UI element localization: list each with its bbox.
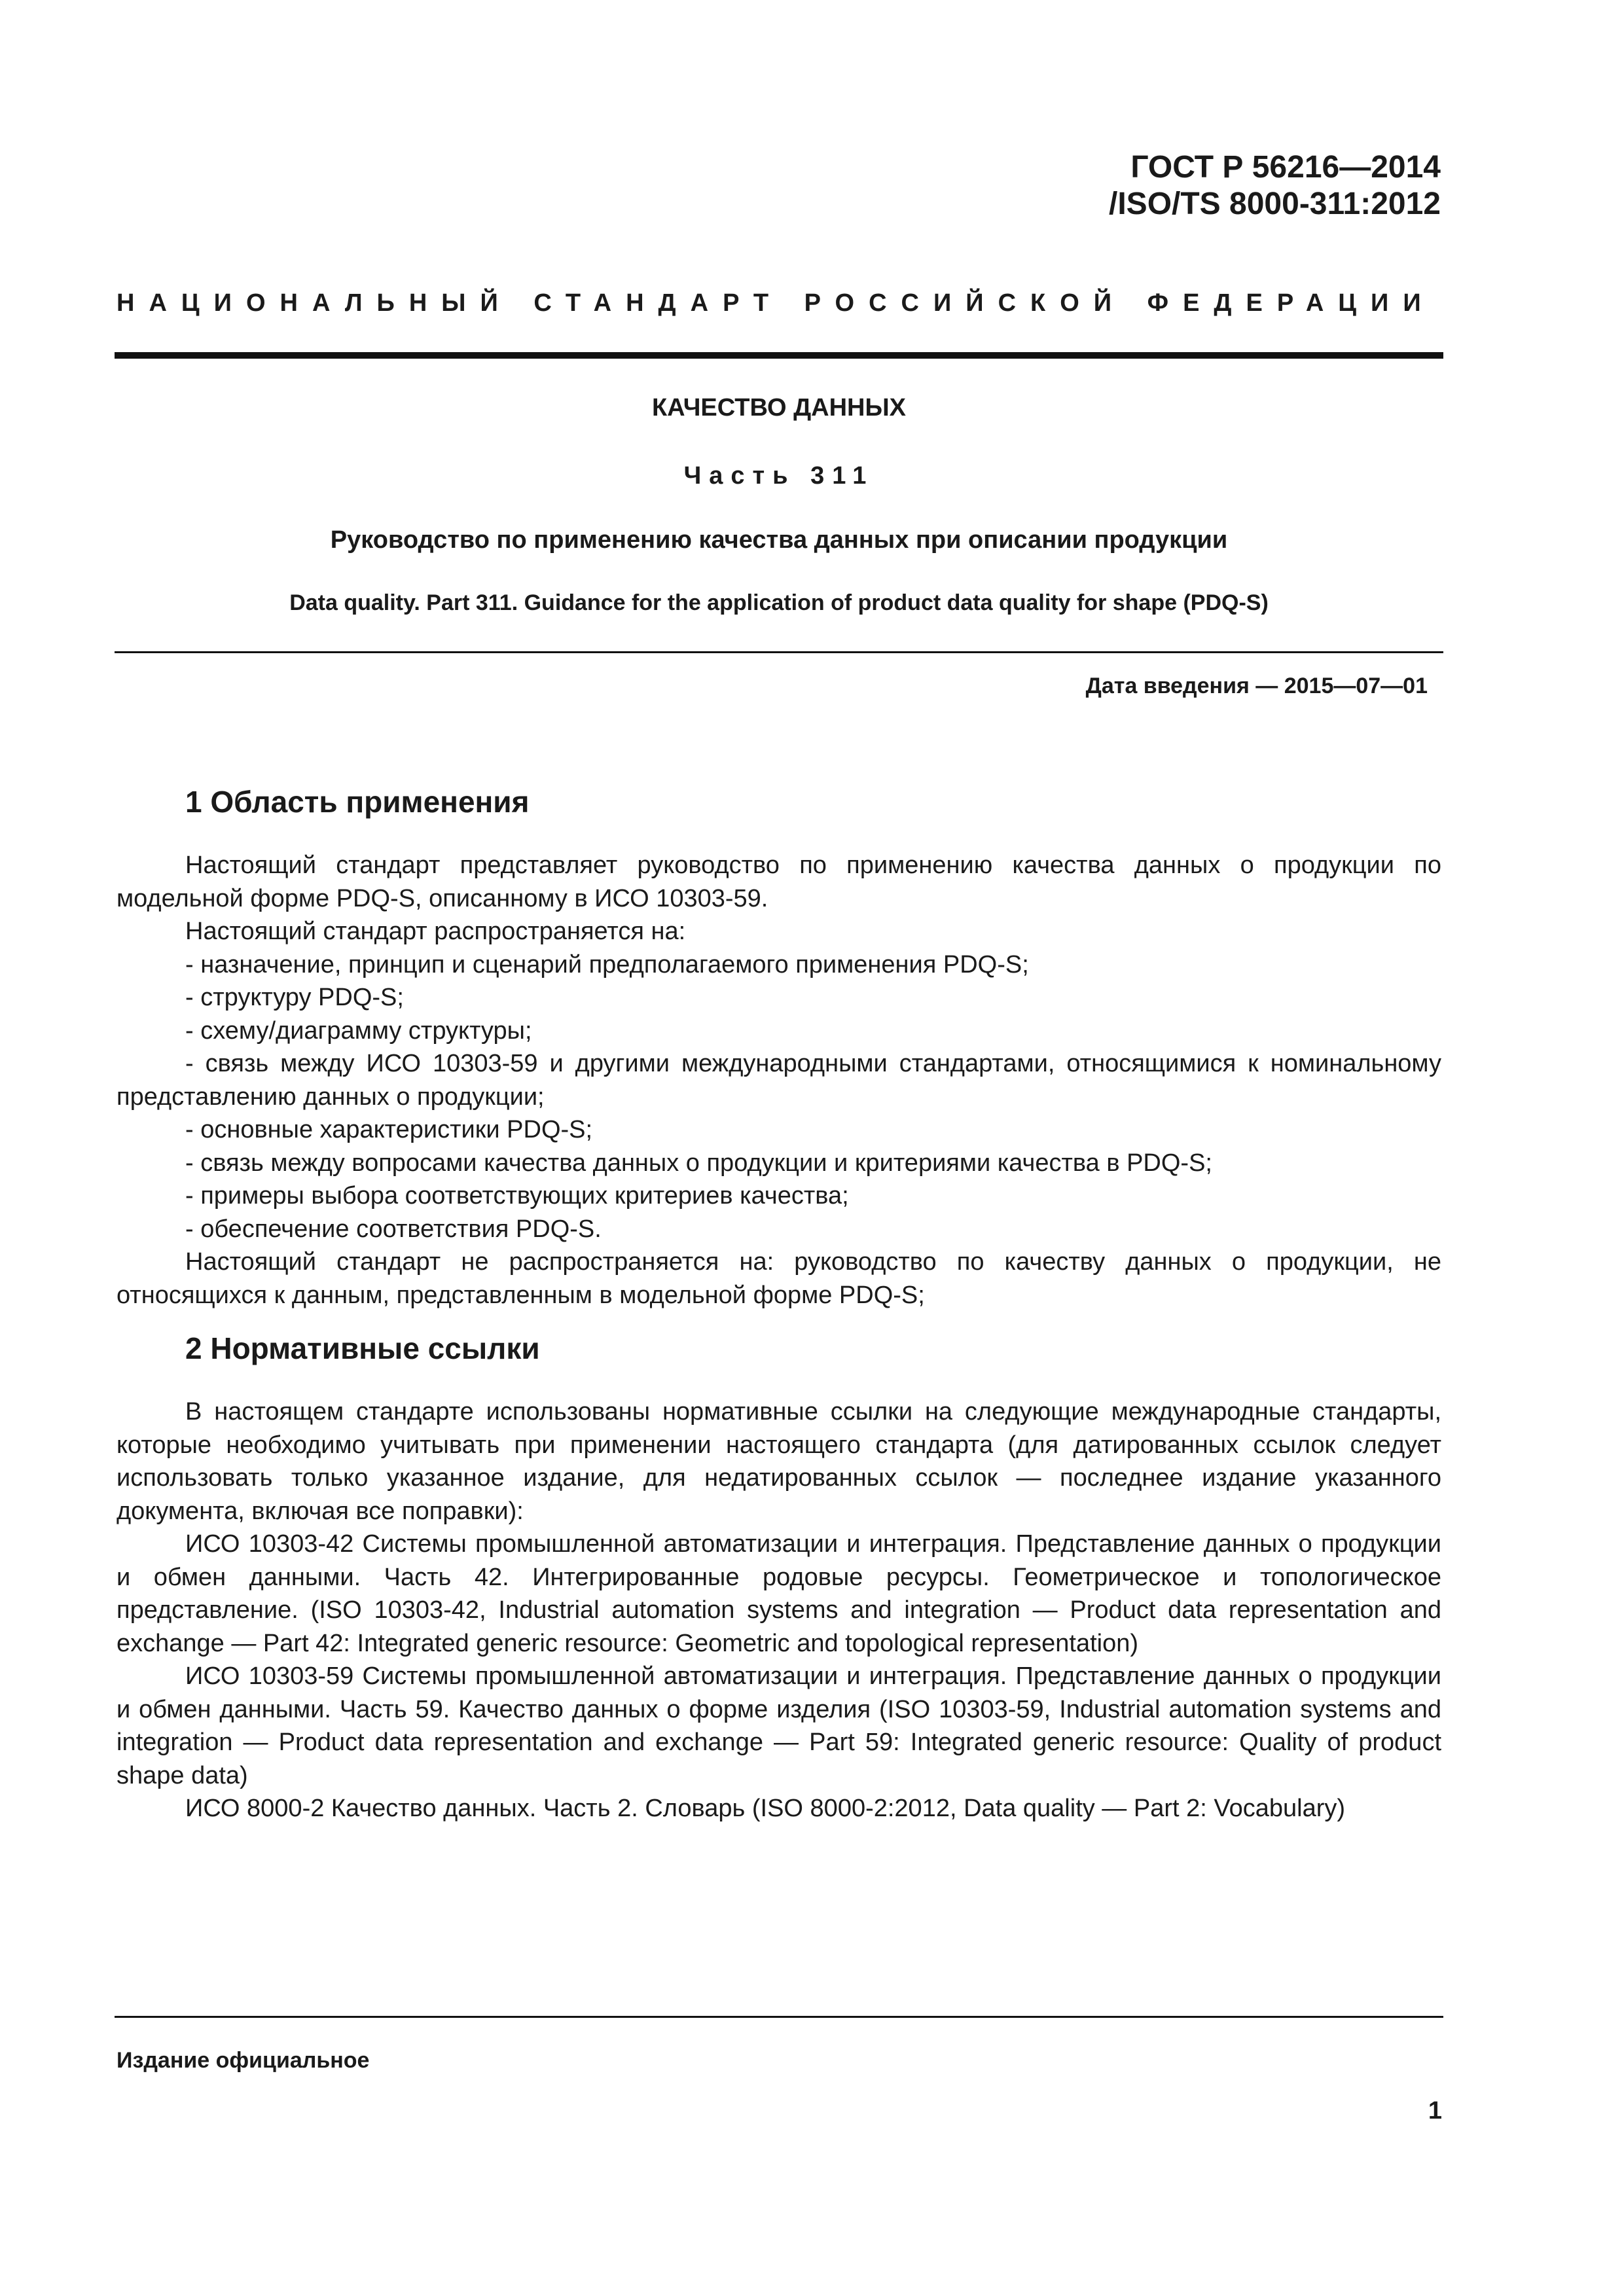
list-item: - связь между ИСО 10303-59 и другими международными стандартами, относящимися к номинальному представлению данных о продукции;: [117, 1050, 1441, 1111]
standard-number-gost: ГОСТ Р 56216—2014: [1130, 150, 1441, 185]
national-standard-banner: НАЦИОНАЛЬНЫЙ СТАНДАРТ РОССИЙСКОЙ ФЕДЕРАЦИИ: [117, 289, 1435, 317]
document-subtitle-russian: Руководство по применению качества данных при описании продукции: [330, 526, 1228, 554]
standard-number-iso: /ISO/TS 8000-311:2012: [1109, 187, 1441, 221]
document-part: Часть 311: [683, 462, 875, 490]
document-body: [117, 782, 1441, 1825]
footer-divider: [115, 2016, 1443, 2018]
introduction-date: Дата введения — 2015—07—01: [1085, 673, 1428, 698]
page-number: 1: [1428, 2097, 1442, 2125]
paragraph: В настоящем стандарте использованы нормативные ссылки на следующие международные стандарты, которые необходимо учитывать при применении настоящего стандарта (для датированных ссылок следует использовать только указанное издание, для недатированных ссылок — последнее издание указанного документа, включая все поправки):: [117, 1398, 1441, 1525]
reference-item: ИСО 8000-2 Качество данных. Часть 2. Словарь (ISO 8000-2:2012, Data quality — Part 2: Vocabulary): [185, 1795, 1346, 1822]
list-item: - основные характеристики PDQ-S;: [185, 1116, 593, 1143]
list-item: - примеры выбора соответствующих критериев качества;: [185, 1182, 849, 1210]
list-item: - обеспечение соответствия PDQ-S.: [185, 1215, 602, 1243]
section-heading-scope: 1 Область применения: [185, 785, 530, 819]
list-item: - схему/диаграмму структуры;: [185, 1016, 532, 1045]
list-item: - связь между вопросами качества данных о продукции и критериями качества в PDQ-S;: [185, 1149, 1212, 1177]
paragraph: Настоящий стандарт распространяется на:: [185, 918, 686, 945]
list-item: - структуру PDQ-S;: [185, 984, 404, 1011]
paragraph: Настоящий стандарт представляет руководство по применению качества данных о продукции по модельной форме PDQ-S, описанному в ИСО 10303-59.: [117, 852, 1441, 912]
document-subtitle-english: Data quality. Part 311. Guidance for the application of product data quality for shape (PDQ-S): [289, 590, 1269, 615]
title-divider: [115, 651, 1443, 653]
paragraph: Настоящий стандарт не распространяется на: руководство по качеству данных о продукции, не относящихся к данным, представленным в модельной форме PDQ-S;: [117, 1248, 1441, 1309]
section-heading-normative-references: 2 Нормативные ссылки: [185, 1331, 540, 1365]
header-divider: [115, 352, 1443, 359]
list-item: - назначение, принцип и сценарий предполагаемого применения PDQ-S;: [185, 950, 1029, 978]
document-title: КАЧЕСТВО ДАННЫХ: [651, 394, 907, 422]
reference-item: ИСО 10303-59 Системы промышленной автоматизации и интеграция. Представление данных о продукции и обмен данными. Часть 59. Качество данных о форме изделия (ISO 10303-59, Industrial automation systems and integration — Product data representation and exchange — Part 59: Integrated generic resource: Quality of product shape data): [117, 1662, 1441, 1789]
standard-number: [1109, 149, 1441, 223]
reference-item: ИСО 10303-42 Системы промышленной автоматизации и интеграция. Представление данных о продукции и обмен данными. Часть 42. Интегрированные родовые ресурсы. Геометрическое и топологическое представление. (ISO 10303-42, Industrial automation systems and integration — Product data representation and exchange — Part 42: Integrated generic resource: Geometric and topological representation): [117, 1530, 1441, 1657]
official-edition-note: Издание официальное: [117, 2048, 370, 2073]
